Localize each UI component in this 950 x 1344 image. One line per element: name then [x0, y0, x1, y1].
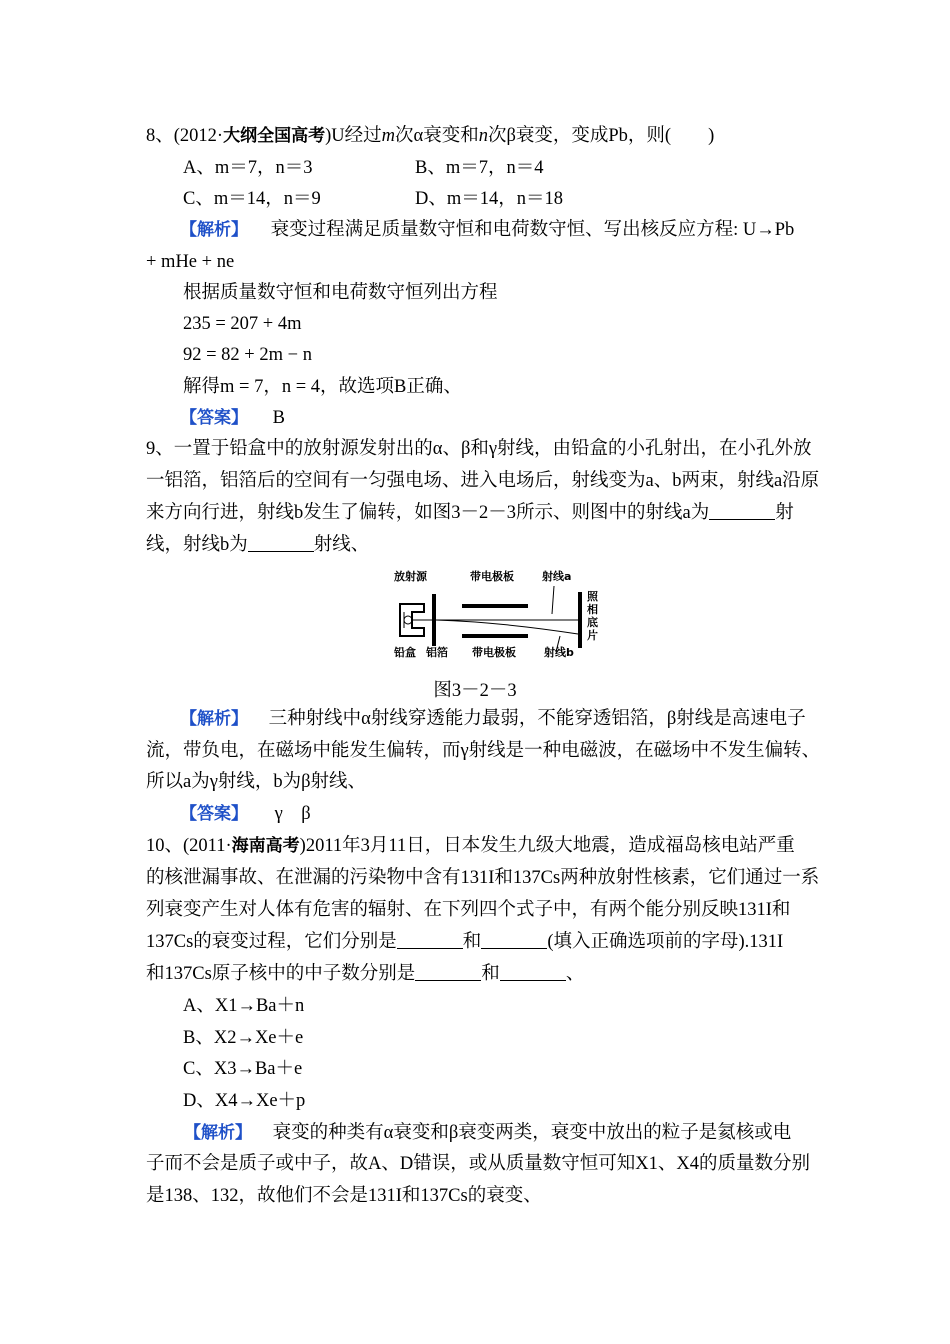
q10-line5-c: 、 — [565, 964, 585, 984]
q10-line3: 列衰变产生对人体有危害的辐射、在下列四个式子中，有两个能分别反映131I和 — [146, 900, 791, 920]
label-foil: 铝箔 — [426, 646, 448, 659]
q8-analysis-text1: 衰变过程满足质量数守恒和电荷数守恒、写出核反应方程: U→Pb — [270, 220, 795, 240]
q9-answer — [180, 802, 311, 826]
q9-line3-post: 射 — [775, 503, 794, 523]
q8-text2: 次α衰变和 — [395, 126, 479, 146]
q9-answer-tag: 【答案】 — [180, 804, 248, 824]
q8-equation-1: 235 = 207 + 4m — [183, 314, 302, 334]
q9-line1: 9、一置于铅盒中的放射源发射出的α、β和γ射线，由铅盒的小孔射出，在小孔外放 — [146, 439, 812, 459]
q9-blank-a — [709, 501, 775, 520]
q8-text3: 次β衰变，变成Pb，则( ) — [487, 126, 715, 146]
q9-answer-value: γ β — [274, 804, 311, 824]
q10-line1 — [146, 834, 795, 858]
plate-bottom — [462, 634, 528, 638]
q8-answer-tag: 【答案】 — [180, 408, 248, 428]
q10-analysis-text1: 衰变的种类有α衰变和β衰变两类，衰变中放出的粒子是氦核或电 — [272, 1123, 792, 1143]
q10-blank-4 — [500, 962, 566, 981]
q10-option-d: D、X4→Xe＋p — [183, 1091, 306, 1111]
q8-analysis-line3: 根据质量数守恒和电荷数守恒列出方程 — [183, 283, 498, 303]
q8-source: 大纲全国高考 — [223, 126, 326, 146]
q10-line5 — [146, 962, 584, 986]
q8-source-open: (2012· — [173, 126, 224, 146]
q8-equation-2: 92 = 82 + 2m − n — [183, 345, 312, 365]
ray-a-pointer — [552, 586, 554, 614]
label-film-3: 底 — [587, 616, 598, 629]
q8-stem — [146, 124, 714, 148]
q10-line4-a: 137Cs的衰变过程，它们分别是 — [146, 932, 397, 952]
q10-number: 10、 — [146, 836, 184, 856]
q8-option-d: D、m＝14，n＝18 — [415, 189, 564, 209]
source-dot — [404, 616, 412, 624]
label-film-2: 相 — [587, 603, 598, 616]
q10-line4-b: 和 — [462, 932, 482, 952]
q10-analysis-tag: 【解析】 — [184, 1123, 252, 1143]
q9-analysis-line2: 流，带负电，在磁场中能发生偏转，而γ射线是一种电磁波，在磁场中不发生偏转、 — [146, 741, 821, 761]
q9-line4-pre: 线，射线b为 — [146, 535, 248, 555]
label-ray-b: 射线b — [544, 646, 574, 659]
q10-source: 海南高考 — [231, 836, 300, 856]
label-ray-a: 射线a — [542, 570, 572, 583]
q9-line2: 一铝箔，铝箔后的空间有一匀强电场、进入电场后，射线变为a、b两束，射线a沿原 — [146, 471, 820, 491]
figure-caption: 图3－2－3 — [433, 681, 517, 701]
q10-option-c: C、X3→Ba＋e — [183, 1059, 303, 1079]
q8-answer-value: B — [272, 408, 285, 428]
q10-option-a: A、X1→Ba＋n — [183, 996, 305, 1016]
label-source: 放射源 — [394, 570, 427, 583]
q9-analysis-text1: 三种射线中α射线穿透能力最弱，不能穿透铝箔，β射线是高速电子 — [268, 709, 806, 729]
radiation-figure — [380, 566, 620, 666]
label-lead-box: 铅盒 — [394, 646, 416, 659]
q10-line1-rest: )2011年3月11日，日本发生九级大地震，造成福岛核电站严重 — [299, 836, 795, 856]
q8-number: 8、 — [146, 126, 174, 146]
q8-analysis-line1 — [180, 218, 794, 242]
q8-option-c: C、m＝14，n＝9 — [183, 189, 321, 209]
q10-analysis-line1 — [184, 1121, 791, 1145]
label-plate-bottom: 带电极板 — [472, 646, 516, 659]
q9-analysis-line3: 所以a为γ射线，b为β射线、 — [146, 772, 367, 792]
q8-text1: )U经过 — [325, 126, 382, 146]
q9-line4 — [146, 533, 369, 557]
q8-answer — [180, 406, 285, 430]
q10-analysis-line3: 是138、132，故他们不会是131I和137Cs的衰变、 — [146, 1186, 542, 1206]
q10-line5-b: 和 — [481, 964, 500, 984]
q8-solution: 解得m = 7，n = 4，故选项B正确、 — [183, 377, 462, 397]
q9-line3-pre: 来方向行进，射线b发生了偏转，如图3－2－3所示、则图中的射线a为 — [146, 503, 710, 523]
q9-line4-post: 射线、 — [313, 535, 370, 555]
q10-option-b: B、X2→Xe＋e — [183, 1028, 304, 1048]
q9-line3 — [146, 501, 794, 525]
q10-line5-a: 和137Cs原子核中的中子数分别是 — [146, 964, 416, 984]
q8-analysis-line2: + mHe + ne — [146, 252, 235, 272]
q9-analysis-line1 — [180, 707, 806, 731]
q10-source-open: (2011· — [183, 836, 232, 856]
q9-analysis-tag: 【解析】 — [180, 709, 248, 729]
q10-analysis-line2: 子而不会是质子或中子，故A、D错误，或从质量数守恒可知X1、X4的质量数分别 — [146, 1154, 810, 1174]
plate-top — [462, 604, 528, 608]
q8-option-b: B、m＝7，n＝4 — [415, 158, 544, 178]
q9-blank-b — [248, 533, 314, 552]
q8-var-m: m — [381, 126, 395, 146]
q10-blank-2 — [481, 930, 547, 949]
q8-analysis-tag: 【解析】 — [180, 220, 248, 240]
q10-blank-3 — [415, 962, 481, 981]
q8-var-n: n — [478, 126, 488, 146]
label-film-4: 片 — [587, 629, 598, 642]
q10-line4-c: (填入正确选项前的字母).131I — [547, 932, 784, 952]
q10-line4 — [146, 930, 783, 954]
label-plate-top: 带电极板 — [470, 570, 514, 583]
ray-b — [436, 620, 578, 634]
photo-film — [578, 592, 582, 648]
q10-blank-1 — [397, 930, 463, 949]
q8-option-a: A、m＝7，n＝3 — [183, 158, 313, 178]
label-film-1: 照 — [587, 590, 598, 603]
q10-line2: 的核泄漏事故、在泄漏的污染物中含有131I和137Cs两种放射性核素，它们通过一系 — [146, 868, 820, 888]
